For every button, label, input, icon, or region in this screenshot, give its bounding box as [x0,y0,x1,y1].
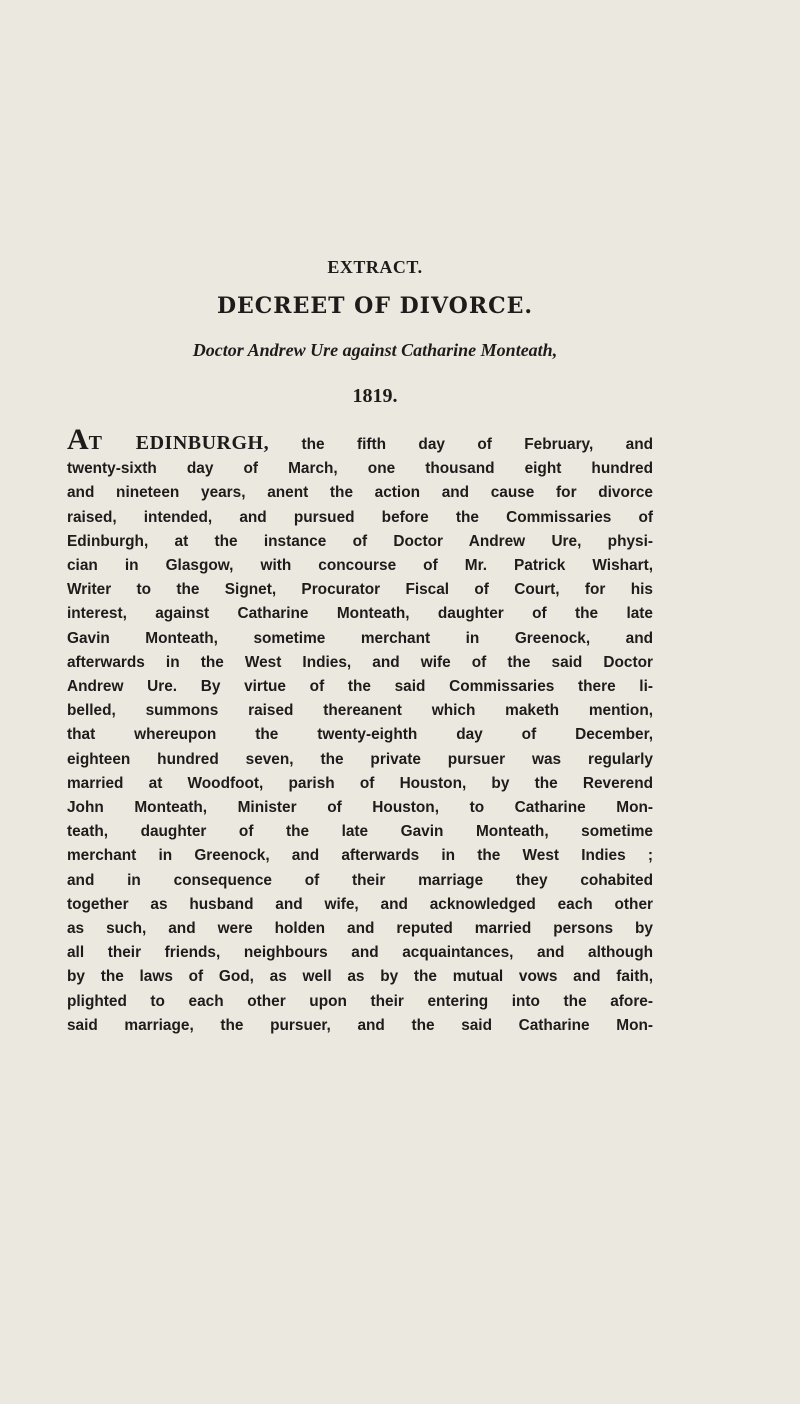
body-line-text: the fifth day of February, and [269,436,654,453]
body-line: eighteen hundred seven, the private pursuer was regularly [67,750,653,768]
body-line: afterwards in the West Indies, and wife of the said Doctor [67,653,653,671]
case-parties: Doctor Andrew Ure against Catharine Monteath, [192,340,558,360]
case-year: 1819. [352,385,398,407]
body-line: Writer to the Signet, Procurator Fiscal of Court, for his [67,581,653,599]
opening-initial: A [67,423,89,456]
decree-title: DECREET OF DIVORCE. [216,293,534,319]
body-line: and in consequence of their marriage they cohabited [67,871,653,889]
body-line: by the laws of God, as well as by the mutual vows and faith, [67,968,653,986]
body-line: twenty-sixth day of March, one thousand eight hundred [67,460,653,478]
body-line: teath, daughter of the late Gavin Monteath, sometime [67,823,653,841]
body-line: all their friends, neighbours and acquaintances, and although [67,944,653,962]
body-line: plighted to each other upon their entering into the afore- [67,992,653,1010]
body-line: as such, and were holden and reputed married persons by [67,920,653,938]
body-line-1 [67,423,654,457]
body-line: belled, summons raised thereanent which maketh mention, [67,702,653,720]
body-line: merchant in Greenock, and afterwards in the West Indies ; [67,847,653,865]
body-line: together as husband and wife, and acknowledged each other [67,895,653,913]
body-line: and nineteen years, anent the action and cause for divorce [67,484,653,502]
body-line: raised, intended, and pursued before the Commissaries of [67,508,653,526]
body-line: cian in Glasgow, with concourse of Mr. Patrick Wishart, [67,557,653,575]
body-line: Edinburgh, at the instance of Doctor Andrew Ure, physi- [67,532,653,550]
body-line: interest, against Catharine Monteath, daughter of the late [67,605,653,623]
body-line: said marriage, the pursuer, and the said Catharine Mon- [67,1016,653,1034]
body-text [67,423,654,1038]
body-line: that whereupon the twenty-eighth day of December, [67,726,653,744]
body-line: John Monteath, Minister of Houston, to Catharine Mon- [67,799,653,817]
opening-caps: T EDINBURGH, [88,432,270,454]
body-line: Gavin Monteath, sometime merchant in Greenock, and [67,629,653,647]
body-line: married at Woodfoot, parish of Houston, by the Reverend [67,774,653,792]
body-line: Andrew Ure. By virtue of the said Commissaries there li- [67,678,653,696]
extract-heading: EXTRACT. [327,257,423,277]
